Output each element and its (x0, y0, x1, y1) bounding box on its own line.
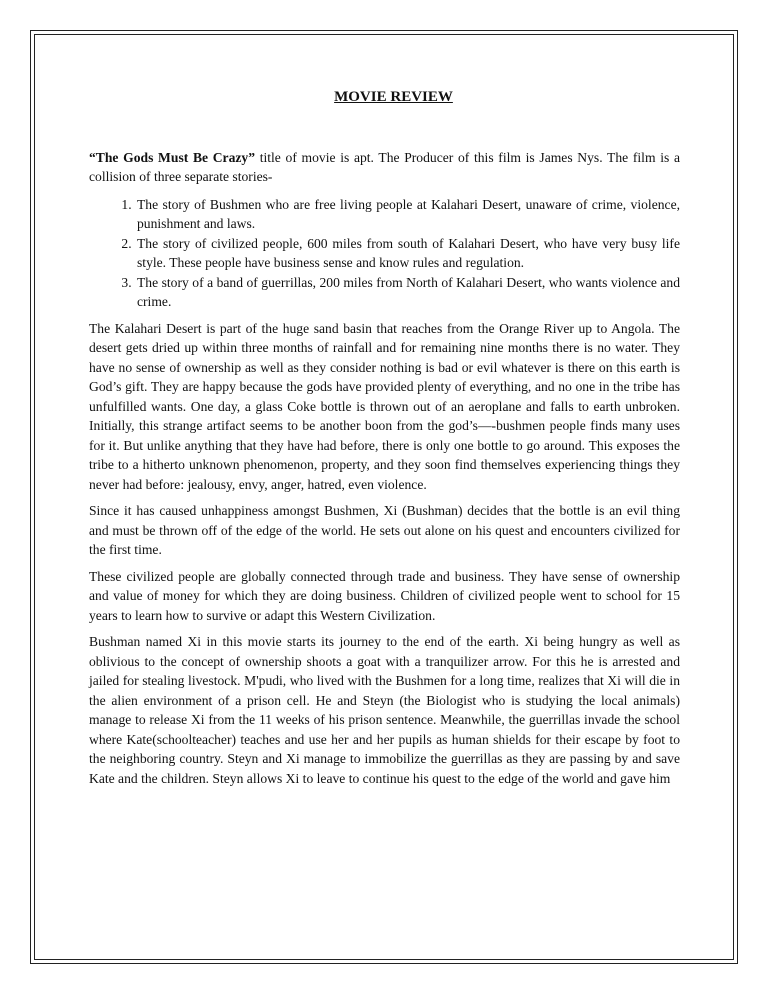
paragraph-journey: Bushman named Xi in this movie starts its journey to the end of the earth. Xi being hungry as well as oblivious to the concept of ownership shoots a goat with a tranquilizer arrow. For this he is arrested and jailed for stealing livestock. M'pudi, who lived with the Bushmen for a long time, realizes that Xi will die in the alien environment of a prison cell. He and Steyn (the Biologist who is studying the local animals) manage to release Xi from the 11 weeks of his prison sentence. Meanwhile, the guerrillas invade the school where Kate(schoolteacher) teaches and use her and her pupils as human shields for their escape by foot to the neighboring country. Steyn and Xi manage to immobilize the guerrillas as they are passing by and save Kate and the children. Steyn allows Xi to leave to continue his quest to the edge of the world and gave him (89, 634, 680, 786)
movie-name: “The Gods Must Be Crazy” (89, 149, 256, 165)
intro-text: title of movie is apt. The Producer of this film is James Nys. The film is a collision of three separate stories- (89, 149, 680, 184)
intro-paragraph (89, 148, 680, 187)
document-body (89, 88, 680, 795)
list-item: 2. The story of civilized people, 600 miles from south of Kalahari Desert, who have very busy life style. These people have business sense and know rules and regulation. (135, 234, 680, 273)
list-item: 3. The story of a band of guerrillas, 200 miles from North of Kalahari Desert, who wants violence and crime. (135, 273, 680, 312)
paragraph-kalahari: The Kalahari Desert is part of the huge sand basin that reaches from the Orange River up to Angola. The desert gets dried up within three months of rainfall and for remaining nine months there is no water. They have no sense of ownership as well as they consider nothing is bad or evil whatever is there on this earth is God’s gift. They are happy because the gods have provided plenty of everything, and no one in the tribe has unfulfilled wants. One day, a glass Coke bottle is thrown out of an aeroplane and falls to earth unbroken. Initially, this strange artifact seems to be another boon from the god’s—-bushmen people finds many uses for it. But unlike anything that they have had before, there is only one bottle to go around. This exposes the tribe to a hitherto unknown phenomenon, property, and they soon find themselves experiencing things they never had before: jealousy, envy, anger, hatred, even violence. (89, 320, 680, 492)
page-title: MOVIE REVIEW (334, 89, 453, 105)
paragraph-civilized: These civilized people are globally connected through trade and business. They have sense of ownership and value of money for which they are doing business. Children of civilized people went to school for 15 years to learn how to survive or adapt this Western Civilization. (89, 568, 680, 623)
list-item: 1. The story of Bushmen who are free living people at Kalahari Desert, unaware of crime, violence, punishment and laws. (135, 195, 680, 234)
paragraph-bottle: Since it has caused unhappiness amongst Bushmen, Xi (Bushman) decides that the bottle is an evil thing and must be thrown off of the edge of the world. He sets out alone on his quest and encounters civilized for the first time. (89, 503, 680, 557)
stories-list (89, 195, 680, 312)
